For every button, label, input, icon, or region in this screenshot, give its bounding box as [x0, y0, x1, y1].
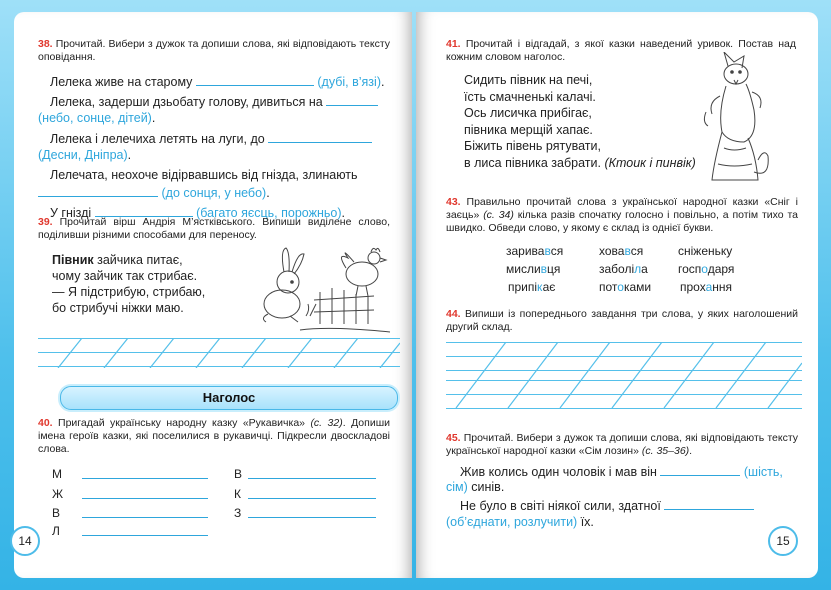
word-item[interactable]: потоками — [599, 280, 652, 294]
poem-line: півника мерщій хапає. — [464, 122, 593, 137]
answer-blank[interactable] — [82, 467, 208, 479]
text-line: Не було в світі ніякої сили, здатної — [446, 498, 802, 515]
left-page — [14, 12, 412, 578]
poem-line: Ось лисичка прибігає, — [464, 106, 592, 120]
fox-illustration — [698, 52, 778, 188]
answer-blank[interactable] — [248, 506, 376, 518]
answer-blank[interactable] — [248, 467, 376, 479]
poem-line: Півник зайчика питає, — [52, 253, 183, 267]
word-item[interactable]: мисливця — [506, 262, 561, 276]
text-line: (об’єднати, розлучити) їх. — [446, 515, 594, 529]
writing-lines[interactable] — [446, 342, 802, 412]
text-line: Лелека, задерши дзьобату голову, дивиться на — [38, 94, 398, 111]
task-41-instruction: 41. Прочитай і відгадай, з якої казки наведений уривок. Постав над кожним словом наголос. — [446, 38, 796, 63]
task-38-instruction: 38. Прочитай. Вибери з дужок та допиши слова, які відповідають тексту оповідання. — [38, 38, 391, 63]
letter-label: Ж — [52, 487, 64, 501]
answer-blank[interactable] — [248, 487, 376, 499]
task-number: 38. — [38, 38, 53, 50]
poem-line: в лиса півника забрати. (Ктоик і пинвік) — [464, 155, 696, 170]
page-number: 14 — [10, 526, 40, 556]
text-line: сім) синів. — [446, 480, 505, 494]
text-line: Жив колись один чоловік і мав він (шість, — [460, 465, 783, 479]
answer-blank[interactable] — [664, 498, 754, 510]
answer-blank[interactable] — [82, 487, 208, 499]
text-line: Лелечата, неохоче відірвавшись від гнізда, злинають — [50, 168, 358, 182]
task-39-instruction: 39. Прочитай вірш Андрія М’ястківського. Випиши виділене слово, поділивши різними способами для переносу. — [38, 216, 390, 241]
task-38-text — [38, 74, 398, 222]
word-item[interactable]: прохання — [680, 280, 733, 294]
letter-label: В — [52, 506, 61, 520]
poem-line: бо стрибучі ніжки маю. — [52, 301, 184, 315]
poem-line: чому зайчик так стрибає. — [52, 269, 198, 283]
poem-line: їсть смачненькі калачі. — [464, 89, 596, 104]
letter-label: М — [52, 467, 62, 481]
poem-line: — Я підстрибую, стрибаю, — [52, 285, 206, 299]
word-item[interactable]: заболіла — [599, 262, 648, 276]
answer-blank[interactable] — [82, 506, 208, 518]
word-item[interactable]: заривався — [506, 244, 564, 258]
task-45-text — [446, 464, 802, 533]
answer-blank[interactable] — [38, 185, 158, 197]
text-line: (Десни, Дніпра). — [38, 148, 132, 162]
letter-label: К — [234, 487, 241, 501]
text-line: (небо, сонце, дітей). — [38, 111, 156, 125]
word-item[interactable]: припікає — [508, 280, 556, 294]
slant-lines — [38, 338, 400, 368]
answer-blank[interactable] — [268, 131, 372, 143]
page-number: 15 — [768, 526, 798, 556]
task-44-instruction: 44. Випиши із попереднього завдання три слова, у яких наголошений другий склад. — [446, 308, 798, 333]
rooster-bunny-illustration — [250, 244, 400, 336]
poem-line: Сидить півник на печі, — [464, 73, 593, 87]
answer-blank[interactable] — [326, 94, 378, 106]
word-item[interactable]: сніженьку — [678, 244, 733, 258]
section-heading: Наголос — [60, 386, 398, 410]
task-39-poem — [52, 252, 252, 316]
answer-blank[interactable] — [196, 74, 314, 86]
task-43-instruction: 43. Правильно прочитай слова з української народної казки «Сніг і заєць» (с. 34) кілька разів спочатку голосно і повільно, а потім тихо та швидко. Обведи слово, у якому є склад із однієї букви. — [446, 196, 798, 234]
text-line: (до сонця, у небо). — [38, 185, 398, 205]
text-line: У гнізді (багато яєсць, порожньо). — [50, 206, 345, 220]
word-item[interactable]: ховався — [599, 244, 644, 258]
answer-blank[interactable] — [82, 524, 208, 536]
right-page — [416, 12, 818, 578]
poem-line: Біжить півень рятувати, — [464, 139, 601, 153]
answer-blank[interactable] — [660, 464, 740, 476]
letter-label: В — [234, 467, 243, 481]
text-line: Лелека живе на старому (дубі, в’язі). — [50, 75, 385, 89]
task-45-instruction: 45. Прочитай. Вибери з дужок та допиши слова, які відповідають тексту української народної казки «Сім лозин» (с. 35–36). — [446, 432, 799, 457]
text-line: Лелека і лелечиха летять на луги, до — [38, 131, 398, 148]
letter-label: Л — [52, 524, 60, 538]
task-40-instruction: 40. Пригадай українську народну казку «Рукавичка» (с. 32). Допиши імена героїв казки, які поселилися в рукавичці. Підкресли двоскладові слова. — [38, 417, 390, 455]
word-item[interactable]: господаря — [678, 262, 735, 276]
writing-lines[interactable] — [38, 338, 400, 370]
slant-lines — [446, 342, 802, 410]
letter-label: З — [234, 506, 242, 520]
